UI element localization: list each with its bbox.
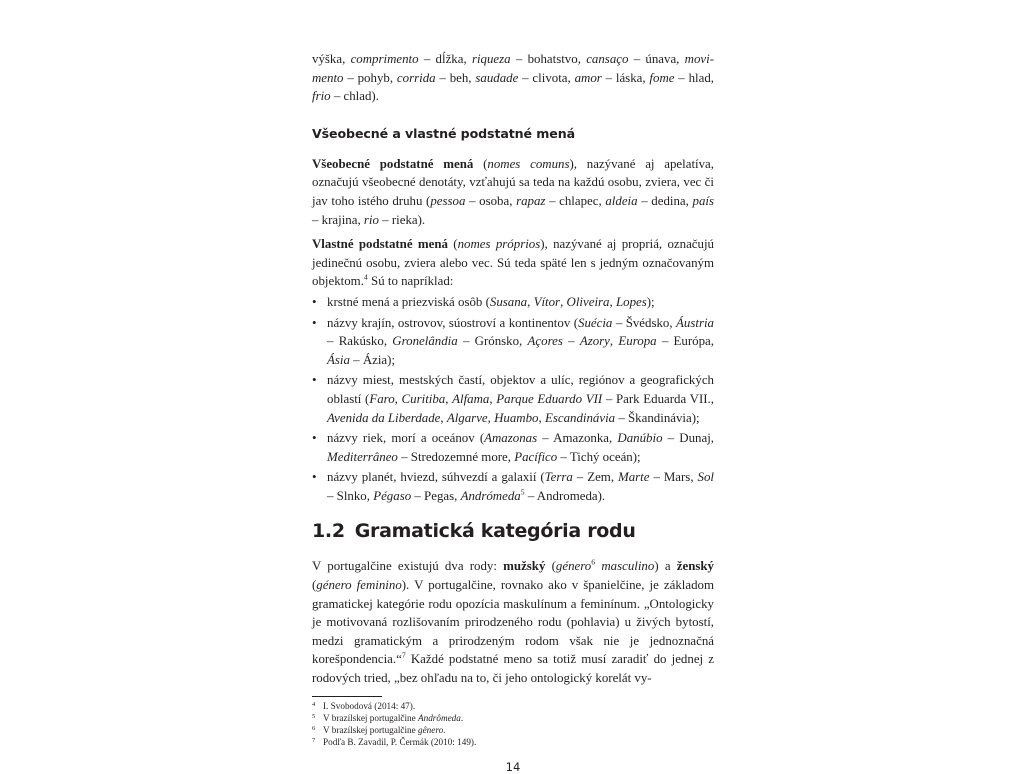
- text-segment: V portugalčine existujú dva rody:: [312, 559, 504, 574]
- footnote-text: [323, 724, 445, 736]
- text-segment: ,: [394, 391, 402, 406]
- text-segment: ), nazývané aj apelatíva, označujú všeobecné denotáty, vzťahujú sa teda na každú osobu, zviera, vec či jav toho istého druhu (: [312, 156, 715, 208]
- list-item: [312, 293, 714, 312]
- text-segment: Gronelândia: [392, 334, 458, 349]
- text-segment: Terra: [544, 470, 573, 485]
- list-item-text: [327, 373, 714, 424]
- text-segment: Pacífico: [514, 449, 558, 464]
- text-segment: Alfama: [452, 391, 490, 406]
- text-segment: ,: [445, 391, 453, 406]
- text-segment: amor: [574, 70, 602, 85]
- list-item: [312, 371, 714, 427]
- text-segment: ,: [609, 334, 619, 349]
- page: [312, 50, 715, 774]
- text-segment: Avenida da Liberdade: [327, 410, 441, 425]
- text-segment: ,: [527, 294, 534, 309]
- text-segment: ). V portugalčine, rovnako ako v španielčine, je základom gramatickej kategórie rodu opozícia maskulínum a feminínum. „Ontologicky je motivovaná rozlišovaním prirodzeného rodu (pohlavia) u živých bytostí, medzi gramatickým a prirodzeným rodom však nie je jednoznačná korešpondencia.“: [312, 578, 714, 667]
- text-segment: Andrômeda: [418, 712, 461, 723]
- text-segment: – Andromeda).: [524, 488, 606, 503]
- text-segment: I. Svobodová (2014: 47).: [323, 700, 416, 711]
- text-segment: Danúbio: [617, 431, 663, 446]
- text-segment: ,: [538, 410, 545, 425]
- text-segment: cansaço: [586, 52, 629, 66]
- text-segment: – Zem,: [572, 470, 618, 485]
- text-segment: Každé podstatné meno sa totiž musí zaradiť do jednej z rodových tried, „bez ohľadu na to, či jeho ontologický korelát vy-: [312, 652, 714, 686]
- text-segment: Sú to napríklad:: [367, 274, 454, 289]
- text-segment: názvy krajín, ostrovov, súostroví a kontinentov (: [327, 315, 579, 330]
- text-segment: ženský: [676, 559, 714, 574]
- text-segment: – hlad,: [674, 70, 715, 85]
- text-segment: – krajina,: [312, 212, 364, 227]
- text-segment: Vítor: [533, 294, 561, 309]
- footnote-text: [323, 700, 415, 712]
- footnote: [312, 712, 714, 724]
- text-segment: – Európa,: [656, 334, 714, 349]
- text-segment: fome: [649, 70, 675, 85]
- list-item: [312, 314, 714, 370]
- text-segment: Marte: [617, 470, 650, 485]
- text-segment: ,: [560, 294, 567, 309]
- footnote-ref: 4: [363, 273, 368, 283]
- footnote-ref: 7: [401, 651, 406, 661]
- text-segment: gênero: [418, 725, 444, 736]
- bullet-icon: •: [312, 373, 317, 388]
- text-segment: Azory: [579, 334, 610, 349]
- text-segment: frio: [312, 89, 331, 104]
- intro-paragraph: [312, 50, 714, 106]
- text-segment: – bohatstvo,: [510, 52, 587, 66]
- text-segment: mužský: [503, 559, 546, 574]
- text-segment: movi-mento: [312, 52, 714, 85]
- text-segment: Susana: [489, 294, 528, 309]
- text-segment: – Amazonka,: [537, 431, 618, 446]
- bullet-icon: •: [312, 470, 317, 485]
- text-segment: comprimento: [350, 52, 419, 66]
- text-segment: (: [545, 559, 556, 574]
- section-heading: Všeobecné a vlastné podstatné mená: [312, 125, 575, 141]
- text-segment: – dĺžka,: [418, 52, 472, 66]
- text-segment: masculino: [595, 559, 655, 574]
- text-segment: Algarve: [446, 410, 488, 425]
- text-segment: Oliveira: [566, 294, 610, 309]
- text-segment: Açores: [527, 334, 563, 349]
- footnote-text: [323, 736, 476, 748]
- list-item-text: [327, 431, 714, 464]
- text-segment: Curitiba: [401, 391, 446, 406]
- text-segment: Parque Eduardo VII: [496, 391, 603, 406]
- text-segment: ), nazývané aj propriá, označujú jedinečnú osobu, zviera alebo vec. Sú teda späté len s jedným označovaným objektom.: [312, 237, 714, 289]
- text-segment: – Rakúsko,: [327, 334, 393, 349]
- text-segment: – Švédsko,: [612, 315, 677, 330]
- text-segment: nomes comuns: [487, 156, 570, 171]
- text-segment: V brazílskej portugalčine: [323, 725, 418, 736]
- text-segment: Faro: [369, 391, 395, 406]
- text-segment: –: [562, 334, 580, 349]
- page-number: 14: [505, 760, 521, 774]
- footnote-ref: 5: [520, 487, 525, 497]
- text-segment: – Ázia);: [349, 352, 396, 367]
- text-segment: Escandinávia: [544, 410, 616, 425]
- footnote-mark: 4: [312, 700, 316, 708]
- text-segment: názvy miest, mestských častí, objektov a ulíc, regiónov a geografických oblastí (: [327, 373, 714, 406]
- text-segment: (: [447, 237, 458, 252]
- text-segment: – Park Eduarda VII.,: [602, 391, 714, 406]
- text-segment: país: [692, 193, 714, 208]
- text-segment: – Mars,: [649, 470, 698, 485]
- proper-nouns-paragraph: [312, 235, 714, 291]
- text-segment: (: [312, 578, 317, 593]
- footnote: [312, 724, 714, 736]
- text-segment: );: [646, 294, 655, 309]
- text-segment: – Stredozemné more,: [397, 449, 515, 464]
- footnote-divider: [312, 696, 382, 697]
- text-segment: – pohyb,: [343, 70, 397, 85]
- text-segment: ,: [487, 410, 495, 425]
- bullet-icon: •: [312, 315, 317, 330]
- text-segment: – láska,: [601, 70, 650, 85]
- text-segment: riqueza: [471, 52, 511, 66]
- text-segment: rio: [363, 212, 379, 227]
- text-segment: – Dunaj,: [662, 431, 714, 446]
- footnote-mark: 7: [312, 737, 316, 745]
- footnote-text: [323, 712, 463, 724]
- text-segment: názvy riek, morí a oceánov (: [327, 431, 485, 446]
- footnote-ref: 6: [591, 558, 596, 568]
- text-segment: Sol: [697, 470, 714, 485]
- text-segment: nomes próprios: [457, 237, 541, 252]
- text-segment: ,: [440, 410, 447, 425]
- text-segment: – Grónsko,: [457, 334, 528, 349]
- examples-list: [312, 293, 714, 506]
- footnote-mark: 6: [312, 725, 316, 733]
- bullet-icon: •: [312, 431, 317, 446]
- text-segment: Suécia: [578, 315, 613, 330]
- text-segment: – clivota,: [518, 70, 575, 85]
- text-segment: Andrómeda: [460, 488, 521, 503]
- text-segment: – dedina,: [637, 193, 693, 208]
- text-segment: Huambo: [494, 410, 539, 425]
- footnote-mark: 5: [312, 712, 316, 720]
- text-segment: – chlad).: [330, 89, 379, 104]
- text-segment: – Pegas,: [411, 488, 461, 503]
- text-segment: ) a: [654, 559, 677, 574]
- list-item: [312, 429, 714, 466]
- text-segment: aldeia: [605, 193, 638, 208]
- list-item-text: [327, 295, 655, 309]
- footnote: [312, 736, 714, 748]
- text-segment: – Škandinávia);: [615, 410, 700, 425]
- text-segment: Pégaso: [373, 488, 412, 503]
- chapter-title: Gramatická kategória rodu: [354, 520, 636, 543]
- text-segment: Europa: [618, 334, 657, 349]
- text-segment: názvy planét, hviezd, súhvezdí a galaxií (: [327, 470, 545, 485]
- text-segment: – únava,: [628, 52, 685, 66]
- text-segment: Lopes: [615, 294, 647, 309]
- text-segment: – beh,: [435, 70, 476, 85]
- text-segment: – Slnko,: [327, 488, 374, 503]
- text-segment: ,: [489, 391, 497, 406]
- chapter-heading: [312, 520, 714, 542]
- text-segment: Áustria: [676, 315, 714, 330]
- text-segment: Mediterrâneo: [327, 449, 398, 464]
- text-segment: krstné mená a priezviská osôb (: [327, 294, 490, 309]
- text-segment: (: [473, 156, 488, 171]
- text-segment: – osoba,: [465, 193, 517, 208]
- text-segment: Ásia: [327, 352, 350, 367]
- list-item: [312, 468, 714, 505]
- text-segment: Amazonas: [484, 431, 538, 446]
- text-segment: género: [555, 559, 592, 574]
- footnotes: [312, 700, 714, 749]
- text-segment: Všeobecné podstatné mená: [312, 156, 474, 171]
- text-segment: ,: [609, 294, 616, 309]
- text-segment: .: [443, 725, 446, 736]
- text-segment: corrida: [396, 70, 436, 85]
- gender-paragraph: [312, 557, 714, 687]
- text-segment: rapaz: [516, 193, 546, 208]
- text-segment: – chlapec,: [545, 193, 606, 208]
- text-segment: pessoa: [430, 193, 466, 208]
- text-segment: výška,: [312, 52, 351, 66]
- text-segment: – Tichý oceán);: [557, 449, 641, 464]
- chapter-number: 1.2: [312, 520, 345, 543]
- common-nouns-paragraph: [312, 155, 714, 229]
- bullet-icon: •: [312, 294, 317, 309]
- text-segment: – rieka).: [378, 212, 426, 227]
- footnote: [312, 700, 714, 712]
- text-segment: saudade: [475, 70, 519, 85]
- list-item-text: [327, 316, 714, 367]
- text-segment: .: [460, 712, 464, 723]
- text-segment: género feminino: [316, 578, 402, 593]
- text-segment: Vlastné podstatné mená: [312, 237, 448, 252]
- text-segment: Podľa B. Zavadil, P. Čermák (2010: 149).: [323, 737, 477, 748]
- text-segment: V brazílskej portugalčine: [323, 712, 418, 723]
- list-item-text: [327, 470, 714, 503]
